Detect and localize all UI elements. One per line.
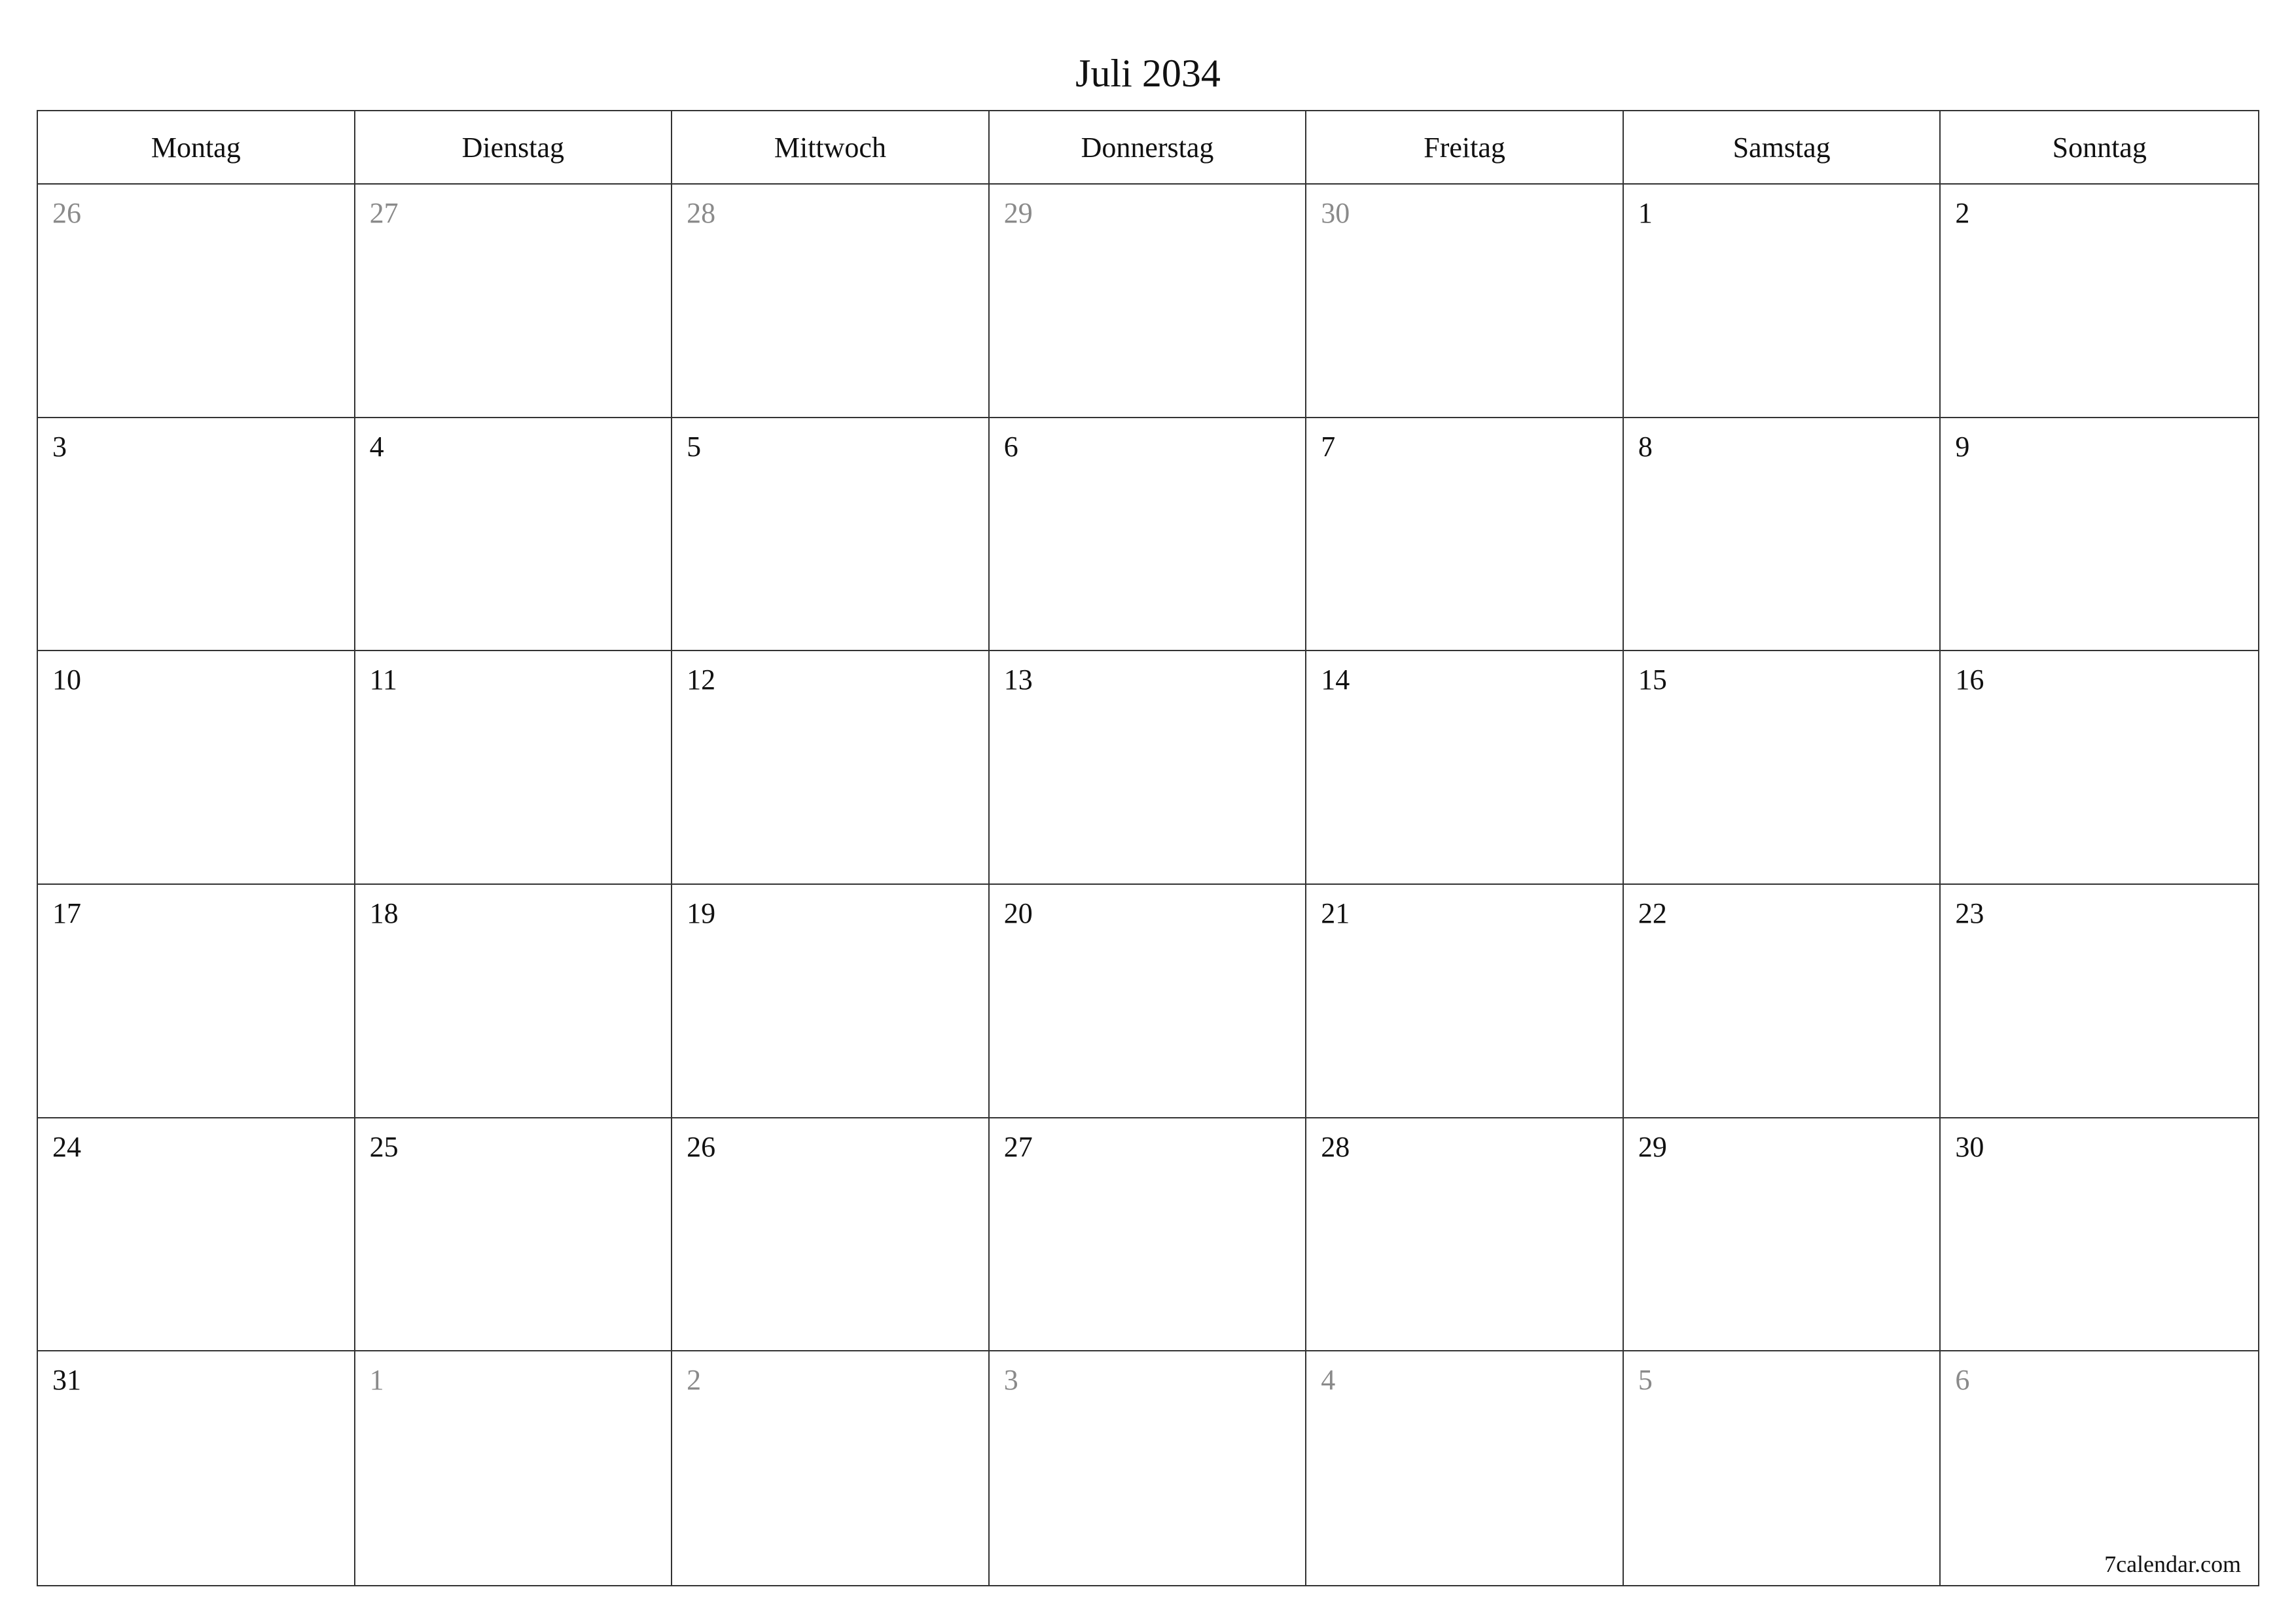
day-cell[interactable] xyxy=(1624,885,1941,1118)
day-number: 31 xyxy=(52,1364,81,1397)
day-number: 5 xyxy=(687,430,702,463)
day-cell-other-month[interactable] xyxy=(672,185,990,418)
calendar-title: Juli 2034 xyxy=(1075,52,1221,95)
day-number: 29 xyxy=(1638,1130,1667,1163)
day-cell-other-month[interactable] xyxy=(1941,1351,2258,1585)
weekday-header: Freitag xyxy=(1306,111,1624,185)
day-number: 19 xyxy=(687,897,716,929)
day-cell[interactable] xyxy=(1306,418,1624,652)
day-cell[interactable] xyxy=(1941,185,2258,418)
day-cell[interactable] xyxy=(38,418,355,652)
day-number: 5 xyxy=(1638,1364,1653,1397)
day-cell[interactable] xyxy=(38,885,355,1118)
weekday-header: Samstag xyxy=(1624,111,1941,185)
day-number: 25 xyxy=(369,1130,399,1163)
day-number: 1 xyxy=(369,1364,384,1397)
day-cell[interactable] xyxy=(1624,418,1941,652)
day-number: 3 xyxy=(52,430,67,463)
day-cell[interactable] xyxy=(990,418,1307,652)
day-number: 2 xyxy=(1955,197,1970,229)
day-number: 16 xyxy=(1955,664,1984,696)
weekday-header: Mittwoch xyxy=(672,111,990,185)
day-cell[interactable] xyxy=(1941,651,2258,885)
day-cell[interactable] xyxy=(38,1118,355,1352)
footer-website-label: 7calendar.com xyxy=(2104,1550,2241,1577)
day-number: 28 xyxy=(687,197,716,229)
day-number: 28 xyxy=(1321,1130,1350,1163)
day-number: 20 xyxy=(1003,897,1033,929)
day-number: 21 xyxy=(1321,897,1350,929)
day-number: 1 xyxy=(1638,197,1653,229)
weekday-header: Dienstag xyxy=(355,111,673,185)
day-cell[interactable] xyxy=(1624,651,1941,885)
weekday-header: Montag xyxy=(38,111,355,185)
weekday-header: Sonntag xyxy=(1941,111,2258,185)
day-number: 6 xyxy=(1003,430,1018,463)
day-number: 27 xyxy=(1003,1130,1033,1163)
day-number: 6 xyxy=(1955,1364,1970,1397)
day-cell[interactable] xyxy=(355,1118,673,1352)
day-cell[interactable] xyxy=(672,651,990,885)
day-number: 7 xyxy=(1321,430,1336,463)
day-number: 8 xyxy=(1638,430,1653,463)
day-cell[interactable] xyxy=(38,1351,355,1585)
day-cell[interactable] xyxy=(1941,885,2258,1118)
day-cell-other-month[interactable] xyxy=(355,185,673,418)
day-cell[interactable] xyxy=(1941,418,2258,652)
day-cell[interactable] xyxy=(1306,651,1624,885)
day-cell[interactable] xyxy=(990,1118,1307,1352)
day-cell[interactable] xyxy=(38,651,355,885)
day-number: 9 xyxy=(1955,430,1970,463)
day-number: 4 xyxy=(1321,1364,1336,1397)
day-cell-other-month[interactable] xyxy=(355,1351,673,1585)
day-cell[interactable] xyxy=(672,1118,990,1352)
day-number: 24 xyxy=(52,1130,81,1163)
day-cell-other-month[interactable] xyxy=(672,1351,990,1585)
day-cell[interactable] xyxy=(1306,885,1624,1118)
month-calendar-grid xyxy=(37,110,2259,1586)
day-cell[interactable] xyxy=(1624,1118,1941,1352)
day-cell[interactable] xyxy=(990,651,1307,885)
day-number: 30 xyxy=(1321,197,1350,229)
day-number: 4 xyxy=(369,430,384,463)
day-cell-other-month[interactable] xyxy=(1306,1351,1624,1585)
day-cell[interactable] xyxy=(1306,1118,1624,1352)
day-cell-other-month[interactable] xyxy=(1624,1351,1941,1585)
day-cell[interactable] xyxy=(355,651,673,885)
day-cell[interactable] xyxy=(672,885,990,1118)
day-number: 15 xyxy=(1638,664,1667,696)
day-cell[interactable] xyxy=(672,418,990,652)
day-cell[interactable] xyxy=(355,885,673,1118)
day-cell-other-month[interactable] xyxy=(990,185,1307,418)
day-number: 2 xyxy=(687,1364,702,1397)
day-cell[interactable] xyxy=(355,418,673,652)
day-cell[interactable] xyxy=(1941,1118,2258,1352)
day-number: 12 xyxy=(687,664,716,696)
day-cell-other-month[interactable] xyxy=(990,1351,1307,1585)
day-number: 3 xyxy=(1003,1364,1018,1397)
day-number: 14 xyxy=(1321,664,1350,696)
day-number: 22 xyxy=(1638,897,1667,929)
day-cell-other-month[interactable] xyxy=(1306,185,1624,418)
day-number: 11 xyxy=(369,664,397,696)
day-number: 18 xyxy=(369,897,399,929)
day-number: 29 xyxy=(1003,197,1033,229)
day-cell[interactable] xyxy=(1624,185,1941,418)
weekday-header: Donnerstag xyxy=(990,111,1307,185)
day-cell-other-month[interactable] xyxy=(38,185,355,418)
day-number: 13 xyxy=(1003,664,1033,696)
day-cell[interactable] xyxy=(990,885,1307,1118)
day-number: 17 xyxy=(52,897,81,929)
day-number: 30 xyxy=(1955,1130,1984,1163)
day-number: 26 xyxy=(687,1130,716,1163)
day-number: 10 xyxy=(52,664,81,696)
day-number: 23 xyxy=(1955,897,1984,929)
day-number: 27 xyxy=(369,197,399,229)
day-number: 26 xyxy=(52,197,81,229)
